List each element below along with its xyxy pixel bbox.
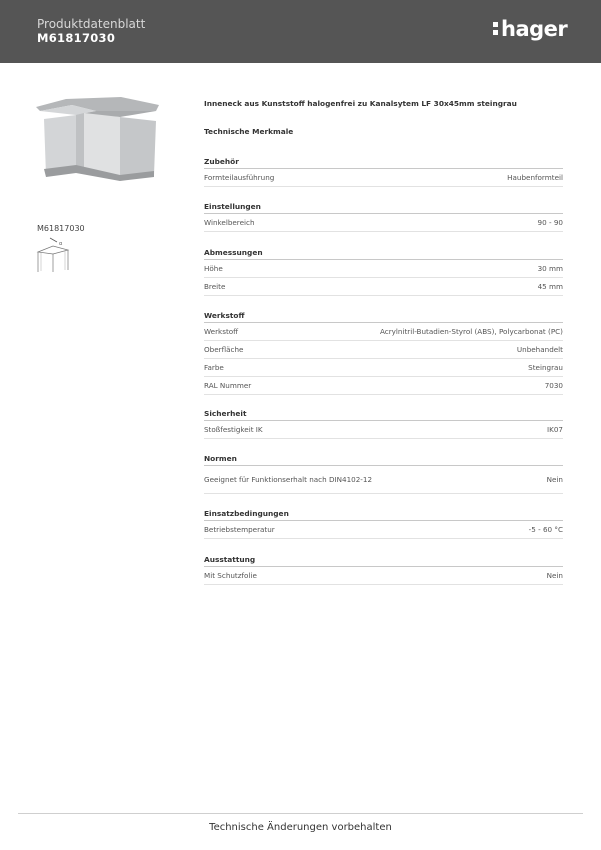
article-number: M61817030 [37,31,116,45]
product-title: Inneneck aus Kunststoff halogenfrei zu Kanalsytem LF 30x45mm steingrau [204,99,517,108]
spec-value: 90 - 90 [537,218,563,227]
spec-label: Geeignet für Funktionserhalt nach DIN4102-12 [204,474,373,484]
spec-value: 7030 [544,381,563,390]
logo-dots-icon [493,19,499,39]
spec-label: Breite [204,281,226,291]
spec-row [204,421,563,439]
section-title: Sicherheit [204,407,563,421]
spec-value: 45 mm [537,282,563,291]
section-sicherheit [204,407,563,439]
spec-row [204,323,563,341]
spec-label: Höhe [204,263,223,273]
section-title: Werkstoff [204,309,563,323]
spec-row [204,466,563,494]
section-title: Zubehör [204,155,563,169]
footer-note: Technische Änderungen vorbehalten [209,822,392,833]
section-ausstattung [204,553,563,585]
spec-row [204,169,563,187]
spec-label: Werkstoff [204,326,239,336]
section-abmessungen [204,246,563,296]
spec-value: Steingrau [528,363,563,372]
technical-drawing [35,236,75,274]
spec-row [204,359,563,377]
spec-value: Nein [546,475,563,484]
spec-value: Nein [546,571,563,580]
spec-value: Haubenformteil [507,173,563,182]
footer-divider [18,813,583,814]
section-title: Einsatzbedingungen [204,507,563,521]
logo-text: hager [501,16,568,41]
spec-value: IK07 [547,425,563,434]
header-bar [0,0,601,63]
spec-label: Betriebstemperatur [204,524,275,534]
section-title: Normen [204,452,563,466]
spec-value: Acrylnitril-Butadien-Styrol (ABS), Polycarbonat (PC) [379,327,563,336]
spec-row [204,567,563,585]
section-einsatzbedingungen [204,507,563,539]
spec-label: Formteilausführung [204,172,275,182]
spec-label: RAL Nummer [204,380,252,390]
spec-row [204,521,563,539]
spec-value: Unbehandelt [516,345,563,354]
document-type: Produktdatenblatt [37,17,146,31]
section-einstellungen [204,200,563,232]
spec-row [204,377,563,395]
spec-label: Stoßfestigkeit IK [204,424,263,434]
tech-heading: Technische Merkmale [204,127,294,136]
section-werkstoff [204,309,563,395]
svg-text:α: α [59,241,63,247]
spec-label: Farbe [204,362,224,372]
brand-logo [493,16,567,42]
drawing-code: M61817030 [37,224,85,233]
spec-row [204,214,563,232]
spec-row [204,341,563,359]
section-normen [204,452,563,494]
product-image [36,97,159,181]
spec-row [204,278,563,296]
section-title: Abmessungen [204,246,563,260]
section-title: Einstellungen [204,200,563,214]
spec-value: -5 - 60 °C [528,525,563,534]
spec-row [204,260,563,278]
section-zubehoer [204,155,563,187]
spec-label: Mit Schutzfolie [204,570,257,580]
spec-label: Winkelbereich [204,217,255,227]
spec-label: Oberfläche [204,344,244,354]
spec-value: 30 mm [537,264,563,273]
section-title: Ausstattung [204,553,563,567]
